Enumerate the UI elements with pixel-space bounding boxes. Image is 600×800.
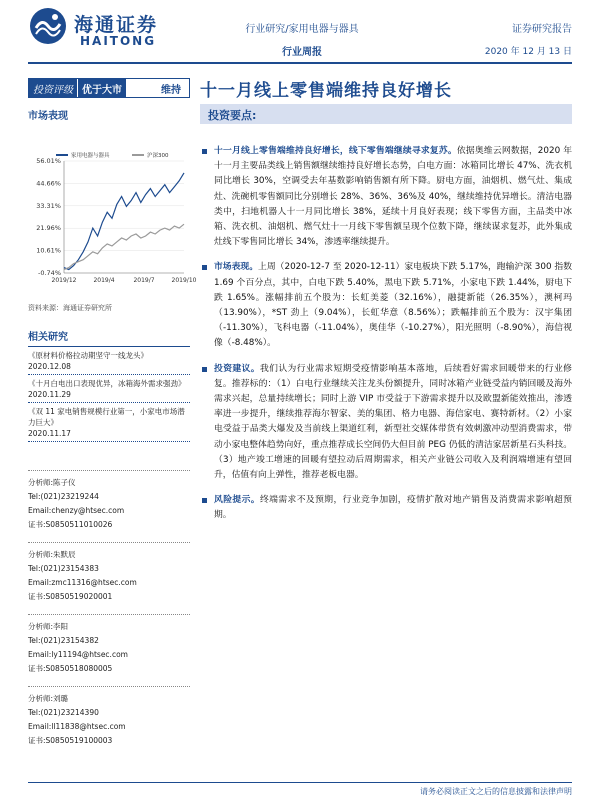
related-section-title: 相关研究: [28, 325, 190, 347]
keypoints-title: 投资要点:: [200, 104, 572, 124]
analyst-name: 分析师:刘璐: [28, 694, 69, 703]
y-tick-label: 44.66%: [36, 179, 61, 188]
related-item[interactable]: [28, 347, 190, 375]
keypoint-item: [200, 493, 572, 523]
analyst-tel: Tel:(021)23219244: [28, 492, 99, 501]
keypoint-item: [200, 144, 572, 250]
keypoint-body: 依据奥维云网数据，2020 年十一月主要品类线上销售额继续维持良好增长态势，白电方面：冰箱同比增长 47%、洗衣机同比增长 30%，空调受去年基数影响销售额有所下降。厨电方面，油烟机、燃气灶、集成灶、洗碗机零售额同比分别增长 28%、36%、36%及 40%，继续维持优异增长。清洁电器类中，扫地机器人十一月同比增长 38%，延续十月良好表现；线下零售方面，主品类中冰箱、洗衣机、油烟机、燃气灶十一月线下零售额呈现个位数下降，继续谋求复苏，此外集成灶线下零售同比增长 34%，渗透率继续提升。: [214, 146, 572, 248]
report-kind: 证券研究报告: [512, 24, 572, 35]
keypoint-lead: 十一月线上零售端维持良好增长，线下零售端继续寻求复苏。: [214, 146, 457, 156]
y-tick-label: 10.61%: [36, 246, 61, 255]
keypoints-list: [200, 144, 572, 524]
analyst-email[interactable]: Email:ly11194@htsec.com: [28, 650, 128, 659]
related-item-date: 2020.12.08: [28, 362, 71, 371]
related-item-title: 《原材料价格拉动期坚守一线龙头》: [28, 351, 148, 360]
analyst-email[interactable]: Email:ll11838@htsec.com: [28, 722, 126, 731]
x-tick-label: 2019/12: [51, 277, 77, 284]
related-item[interactable]: [28, 403, 190, 442]
keypoint-lead: 风险提示。: [214, 495, 260, 506]
report-title: 十一月线上零售端维持良好增长: [200, 81, 452, 101]
bullet-square-icon: [202, 367, 207, 372]
analyst-name: 分析师:李阳: [28, 622, 69, 631]
analyst-email[interactable]: Email:chenzy@htsec.com: [28, 506, 125, 515]
legend-label: 沪深300: [147, 153, 169, 159]
bullet-square-icon: [202, 265, 207, 270]
footer-disclaimer: 请务必阅读正文之后的信息披露和法律声明: [420, 787, 572, 796]
rating-keep: 维持: [161, 84, 181, 96]
keypoint-lead: 投资建议。: [214, 363, 260, 374]
footer-divider: [28, 782, 572, 783]
analyst-cert: 证书:S0850518080005: [28, 664, 113, 673]
keypoint-body: 终端需求不及预期，行业竞争加剧，疫情扩散对地产销售及消费需求影响超预期。: [214, 495, 572, 521]
analyst-tel: Tel:(021)23214390: [28, 708, 99, 717]
legend-label: 家用电器与器具: [71, 153, 110, 159]
market-section-title: 市场表现: [28, 111, 68, 122]
y-tick-label: 33.31%: [36, 201, 61, 210]
rating-value: 优于大市: [77, 79, 126, 97]
keypoint-body: 上周（2020-12-7 至 2020-12-11）家电板块下跌 5.17%，跑输沪深 300 指数 1.69 个百分点，其中，白电下跌 5.40%，黑电下跌 5.71%，小家电下跌 1.44%，厨电下跌 1.65%。涨幅排前五个股为：长虹美菱（32.16%），融捷新能（26.35%），澳柯玛（13.90%），*ST 劲上（9.04%），长虹华意（8.56%）；跌幅排前五个股为：汉宇集团（-11.30%），飞科电器（-11.04%），奥佳华（-10.27%），阳光照明（-8.90%），海信视像（-8.48%）。: [214, 262, 572, 349]
series-line: [64, 173, 184, 270]
report-date: 2020 年 12 月 13 日: [484, 47, 572, 57]
header-divider: [28, 62, 572, 64]
industry-category: 行业研究/家用电器与器具: [245, 24, 359, 35]
related-item-title: 《十月白电出口表现优异，冰箱海外需求强劲》: [28, 379, 186, 388]
x-tick-label: 2019/4: [93, 277, 115, 284]
keypoint-item: [200, 362, 572, 484]
chart-source: 资料来源：海通证券研究所: [28, 304, 112, 312]
analyst-card: [28, 614, 190, 680]
haitong-logo-icon: [28, 6, 68, 46]
x-tick-label: 2019/7: [133, 277, 155, 284]
market-chart: [28, 125, 197, 293]
y-tick-label: 56.01%: [36, 157, 61, 165]
analyst-tel: Tel:(021)23154382: [28, 636, 99, 645]
haitong-logo: [28, 6, 168, 48]
related-item-title: 《双 11 家电销售规模行业第一，小家电市场潜力巨大》: [28, 407, 185, 427]
report-type: 行业周报: [282, 47, 322, 58]
bullet-square-icon: [202, 498, 207, 503]
logo-english: HAITONG: [80, 34, 157, 48]
report-header: [0, 0, 600, 62]
sidebar: [28, 104, 197, 752]
investment-rating: [28, 78, 190, 98]
logo-chinese: 海通证券: [74, 14, 159, 36]
bullet-square-icon: [202, 149, 207, 154]
analyst-cert: 证书:S0850511010026: [28, 520, 113, 529]
y-tick-label: 21.96%: [36, 224, 61, 233]
analyst-tel: Tel:(021)23154383: [28, 564, 99, 573]
keypoint-item: [200, 260, 572, 351]
keypoint-lead: 市场表现。: [214, 262, 259, 273]
x-tick-label: 2019/10: [171, 277, 197, 284]
related-item[interactable]: [28, 375, 190, 403]
market-chart-svg: [28, 125, 197, 293]
series-line: [64, 224, 184, 269]
analyst-name: 分析师:朱默辰: [28, 550, 76, 559]
main-content: [200, 104, 572, 534]
analyst-email[interactable]: Email:zmc11316@htsec.com: [28, 578, 137, 587]
analyst-name: 分析师:陈子仪: [28, 478, 76, 487]
analyst-cert: 证书:S0850519100003: [28, 736, 113, 745]
analyst-card: [28, 686, 190, 752]
keypoint-body: 我们认为行业需求短期受疫情影响基本落地，后续看好需求回暖带来的行业修复。推荐标的：（1）白电行业继续关注龙头份额提升，同时冰箱产业链受益内销回暖及海外需求兴起，总量持续增长；同时上游 VIP 市受益于下游需求提升以及欧盟新能效推出，渗透率进一步提升，继续推荐海尔智家、美的集团、格力电器、海信家电、赛特新材。（2）小家电受益于品类大爆发及当前线上渠道红利，新型社交媒体带货有效刺激冲动型消费需求，带动小家电整体趋势向好，重点推荐成长空间仍大但目前 PEG 仍低的清洁家居新星石头科技。（3）地产竣工增速的回暖有望拉动后周期需求，相关产业链公司收入及利润端增速有望回升，估值有向上弹性，推荐老板电器。: [214, 363, 572, 481]
rating-label: 投资评级: [29, 79, 77, 97]
analyst-cert: 证书:S0850519020001: [28, 592, 113, 601]
y-tick-label: -0.74%: [38, 269, 61, 277]
related-item-date: 2020.11.17: [28, 429, 71, 438]
analyst-card: [28, 470, 190, 536]
analyst-card: [28, 542, 190, 608]
related-item-date: 2020.11.29: [28, 390, 71, 399]
related-list: [28, 347, 190, 442]
